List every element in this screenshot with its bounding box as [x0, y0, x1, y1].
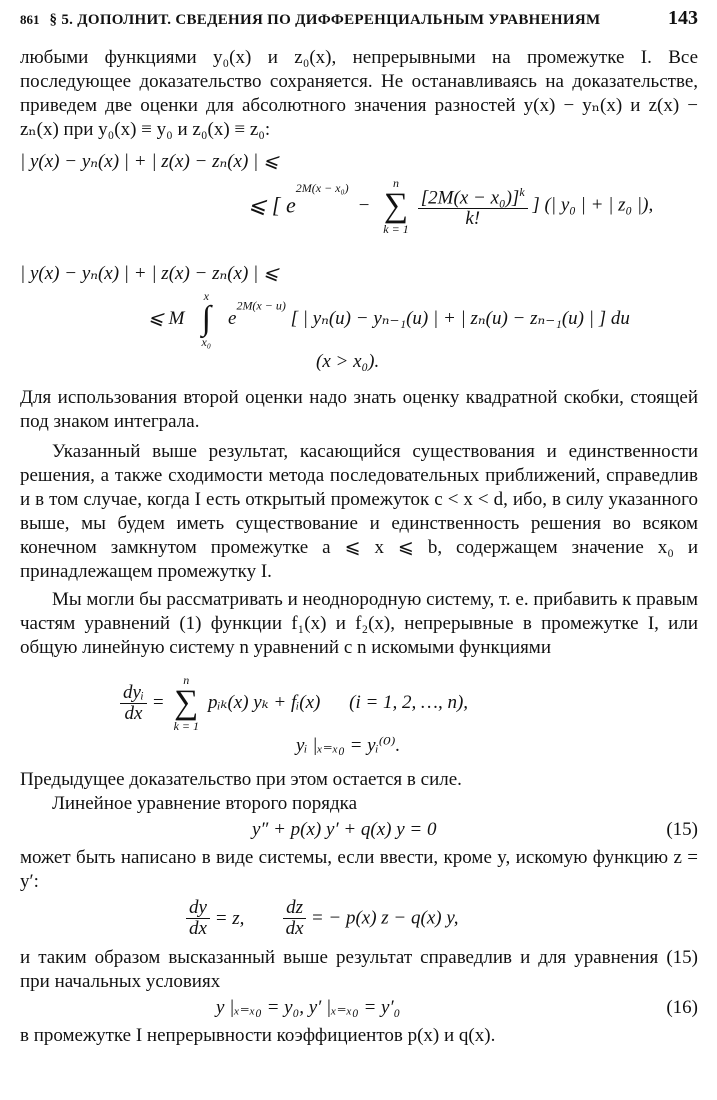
dy-dx-rhs: = z,	[214, 907, 245, 929]
running-header	[20, 6, 698, 46]
estimate-1-rhs	[248, 176, 653, 235]
derivative-denominator: dx	[124, 702, 143, 724]
estimate-2-constant: ⩽ M	[148, 308, 185, 329]
paragraph-4: Мы могли бы рассматривать и неоднородную систему, т. е. прибавить к правым частям уравнений (1) функции f₁(x) и f₂(x), непрерывные в промежутке I, или общую линейную систему n уравнений с n искомыми функциями	[20, 589, 698, 658]
derivative-numerator: dyᵢ	[120, 683, 147, 704]
estimate-1-lhs: | y(x) − yₙ(x) | + | z(x) − zₙ(x) | ⩽	[20, 151, 279, 172]
fraction-denominator: k!	[465, 208, 481, 230]
integral-lower-limit: x₀	[201, 335, 211, 349]
sum-upper-limit: n	[393, 175, 400, 190]
estimate-2-integrand: [ | yₙ(u) − yₙ₋₁(u) | + | zₙ(u) − zₙ₋₁(u) | ] du	[290, 308, 630, 329]
paragraph-9: в промежутке I непрерывности коэффициентов p(x) и q(x).	[20, 1025, 496, 1046]
equation-16	[20, 994, 698, 1024]
equation-16-number: (16)	[666, 997, 698, 1018]
section-title: § 5. ДОПОЛНИТ. СВЕДЕНИЯ ПО ДИФФЕРЕНЦИАЛЬНЫМ УРАВНЕНИЯМ	[49, 12, 601, 28]
sum-symbol: n ∑ k = 1	[379, 177, 413, 235]
equation-system-yz	[20, 894, 698, 946]
linear-system-rhs: pᵢₖ(x) yₖ + fᵢ(x)	[208, 692, 321, 713]
dy-dx-fraction	[186, 898, 210, 939]
estimate-1-minus: −	[357, 194, 371, 216]
sum-lower-limit: k = 1	[383, 221, 409, 236]
equals-sign: =	[151, 692, 165, 713]
estimate-2-lhs: | y(x) − yₙ(x) | + | z(x) − zₙ(x) | ⩽	[20, 263, 279, 284]
dy-numerator: dy	[186, 898, 210, 919]
fraction-numerator: [2M(x − x₀)]	[420, 187, 520, 209]
linear-system	[20, 664, 698, 764]
dz-denominator: dx	[285, 918, 304, 939]
estimate-2-condition: (x > x₀).	[316, 351, 380, 372]
estimate-2-rhs: ⩽ M x ∫ x₀ $e^{2M(x - u)}$ [ | yₙ(u) − yₙ₋₁(u) | + | zₙ(u) − zₙ₋₁(u) | ] du	[148, 289, 630, 349]
page	[20, 6, 698, 1048]
linear-system-equation	[120, 674, 468, 732]
dz-dx-rhs: = − p(x) z − q(x) y,	[310, 907, 459, 929]
estimate-2-exponent: 2M(x − u)	[236, 298, 286, 313]
estimate-1-fraction	[418, 182, 528, 229]
estimate-1	[20, 146, 698, 262]
estimate-1-tail: ] (| y₀ | + | z₀ |),	[532, 194, 654, 216]
paragraph-2: Для использования второй оценки надо знать оценку квадратной скобки, стоящей под знаком интеграла.	[20, 387, 698, 432]
paragraph-1: любыми функциями y₀(x) и z₀(x), непрерывными на промежутке I. Все последующее доказательство сохраняется. Не останавливаясь на доказательстве, приведем две оценки для абсолютного значения разностей y(x) − yₙ(x) и z(x) − zₙ(x) при y₀(x) ≡ y₀ и z₀(x) ≡ z₀:	[20, 47, 698, 140]
initial-condition-system: yᵢ |ₓ₌ₓ₀ = yᵢ⁽⁰⁾.	[296, 735, 401, 756]
integral-upper-limit: x	[203, 289, 209, 303]
dz-numerator: dz	[283, 898, 306, 919]
paragraph-5: Предыдущее доказательство при этом остается в силе.	[20, 769, 462, 790]
sum-symbol-system: n ∑ k = 1	[169, 674, 203, 732]
paragraph-7: может быть написано в виде системы, если ввести, кроме y, искомую функцию z = y′:	[20, 847, 698, 892]
dz-dx-fraction	[283, 898, 306, 939]
equation-15	[20, 816, 698, 846]
page-number: 143	[668, 7, 698, 29]
sum-lower-limit-system: k = 1	[173, 719, 199, 733]
paragraph-6: Линейное уравнение второго порядка	[52, 793, 358, 814]
fraction-numerator-exponent: k	[519, 184, 525, 199]
sum-upper-limit-system: n	[183, 673, 190, 687]
equation-16-body: y |ₓ₌ₓ₀ = y₀, y′ |ₓ₌ₓ₀ = y′₀	[216, 997, 401, 1018]
estimate-1-bracket-open: ⩽ [ e	[248, 192, 296, 218]
derivative-fraction	[120, 683, 147, 724]
linear-system-index-range: (i = 1, 2, …, n),	[349, 692, 469, 713]
equation-15-number: (15)	[666, 819, 698, 840]
page-number-left: 861	[20, 12, 40, 27]
estimate-1-exponent: 2M(x − x₀)	[295, 181, 349, 195]
integral-symbol: x ∫ x₀	[189, 290, 223, 348]
dy-denominator: dx	[189, 918, 207, 939]
system-yz-content	[186, 898, 458, 939]
equation-15-body: y″ + p(x) y′ + q(x) y = 0	[252, 819, 437, 840]
paragraph-8: и таким образом высказанный выше результат справедлив и для уравнения (15) при начальных условиях	[20, 947, 698, 992]
estimate-2	[20, 262, 698, 380]
paragraph-3: Указанный выше результат, касающийся существования и единственности решения, а также сходимости метода последовательных приближений, справедлив и в том случае, когда I есть открытый промежуток c < x < d, ибо, в силу указанного выше, мы будем иметь существование и единственность решения во всяком конечном замкнутом промежутке a ⩽ x ⩽ b, содержащем значение x₀ и принадлежащем промежутку I.	[20, 441, 698, 582]
